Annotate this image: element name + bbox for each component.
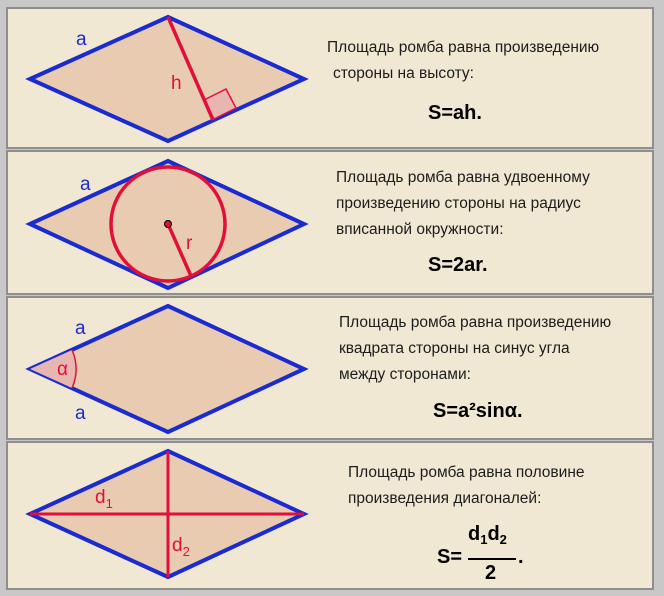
- formula-numerator: [468, 523, 507, 547]
- height-label-h: h: [171, 73, 182, 94]
- description-line-1: Площадь ромба равна удвоенному: [336, 169, 590, 186]
- d1-letter: d: [95, 487, 106, 508]
- d1-subscript: 1: [105, 496, 113, 511]
- rhombus-diagram-1: [8, 9, 656, 151]
- formula: S=2ar.: [428, 254, 488, 276]
- description-line-2: произведению стороны на радиус: [336, 195, 581, 212]
- description-line-1: Площадь ромба равна произведению: [327, 39, 600, 56]
- center-dot: [165, 221, 172, 228]
- panel-side-sine: [6, 296, 654, 440]
- description-line-2: квадрата стороны на синус угла: [339, 340, 570, 357]
- angle-sector: [30, 350, 76, 388]
- side-label-a-bottom: a: [75, 403, 86, 424]
- description-line-2: произведения диагоналей:: [348, 490, 542, 507]
- side-label-a: a: [80, 174, 91, 195]
- rhombus-shape: [30, 17, 304, 141]
- fraction-bar: [468, 558, 516, 560]
- description-line-1: Площадь ромба равна произведению: [339, 314, 612, 331]
- formula-denominator: 2: [485, 562, 497, 584]
- description-line-2: стороны на высоту:: [333, 65, 474, 82]
- panel-side-height: [6, 7, 654, 149]
- d2-subscript: 2: [182, 544, 190, 559]
- numerator-d1-sub: 1: [480, 532, 488, 547]
- numerator-d2-sub: 2: [499, 532, 507, 547]
- formula-end: .: [518, 546, 524, 568]
- numerator-d2: d: [487, 523, 500, 545]
- description-line-3: между сторонами:: [339, 366, 471, 383]
- angle-label-alpha: α: [57, 359, 68, 380]
- side-label-a: a: [76, 29, 87, 50]
- panel-side-radius: [6, 150, 654, 295]
- description-line-3: вписанной окружности:: [336, 221, 504, 238]
- formula-lhs: S=: [437, 546, 463, 568]
- numerator-d1: d: [468, 523, 481, 545]
- description-line-1: Площадь ромба равна половине: [348, 464, 585, 481]
- formula: S=ah.: [428, 102, 482, 124]
- formula: S=a²sinα.: [433, 400, 523, 422]
- panel-diagonals: [6, 441, 654, 590]
- d2-letter: d: [172, 535, 183, 556]
- side-label-a-top: a: [75, 318, 86, 339]
- radius-label-r: r: [186, 233, 193, 254]
